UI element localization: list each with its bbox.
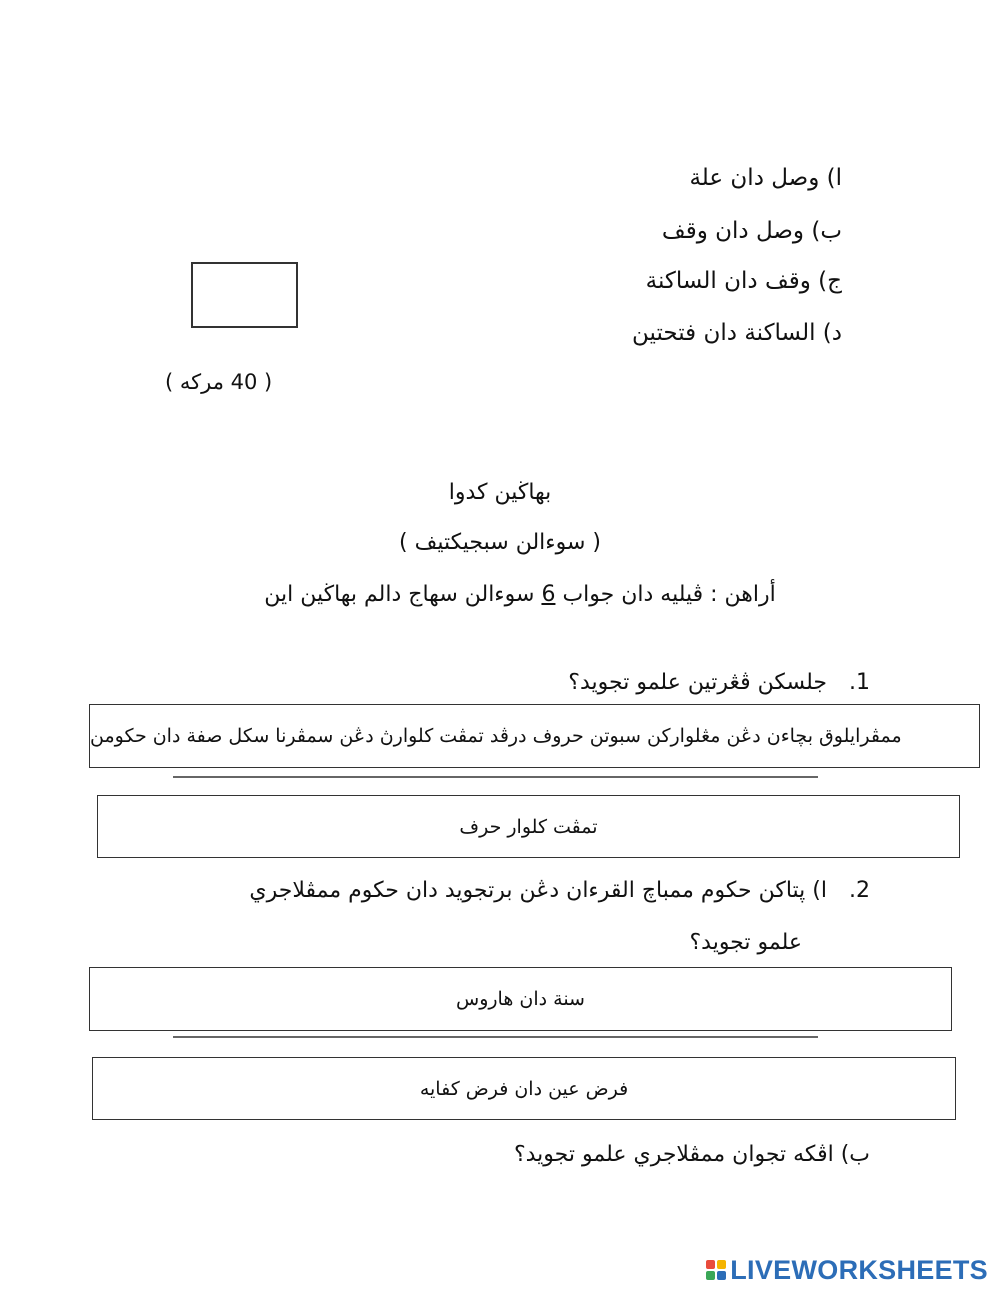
answer-box-4[interactable]: فرض عين دان فرض كفايه — [92, 1057, 956, 1120]
answer-box-2[interactable]: تمڤت کلوار حرف — [97, 795, 960, 858]
option-b — [662, 218, 842, 244]
instruction-text-end: سوءالن سهاج دالم بهاڬين اين — [264, 582, 542, 607]
liveworksheets-logo — [706, 1256, 988, 1284]
option-a-letter: ا) — [826, 165, 842, 191]
option-d — [632, 320, 842, 346]
option-c-letter: ج) — [818, 268, 842, 294]
section-subtitle: ( سوءالن سبجيكتيف ) — [399, 530, 601, 555]
question-2a — [249, 878, 870, 903]
question-1 — [568, 670, 870, 695]
question-2-number: 2. — [849, 878, 870, 903]
question-2a-continuation: علمو تجويد؟ — [689, 930, 802, 955]
answer-box-3[interactable]: سنة دان هاروس — [89, 967, 952, 1031]
section-instruction — [250, 582, 790, 607]
option-b-text: وصل دان وقف — [661, 218, 805, 244]
option-a-text: وصل دان علة — [689, 165, 820, 191]
marks-label: ( 40 مركه ) — [165, 370, 273, 394]
question-2b: ب) اڤكه تجوان ممڤلاجري علمو تجويد؟ — [513, 1142, 870, 1167]
option-b-letter: ب) — [811, 218, 842, 244]
option-d-letter: د) — [822, 320, 842, 346]
answer-box-multiple-choice[interactable] — [191, 262, 298, 328]
answer-box-1[interactable]: ممڤرايلوق بچاءن دڠن مڠلوارکن سبوتن حروف درڤد تمڤت کلوارڽ دڠن سمڤرنا سکل صفة دان حکومن — [89, 704, 980, 768]
logo-icon — [706, 1260, 726, 1280]
instruction-text-start: أراهن : ڤيليه دان جواب — [555, 582, 776, 607]
option-c — [646, 268, 842, 294]
instruction-number: 6 — [541, 582, 556, 607]
answer-line-2 — [173, 1036, 818, 1038]
answer-line-1 — [173, 776, 818, 778]
question-1-text: جلسكن ڤڠرتين علمو تجويد؟ — [568, 670, 827, 695]
question-2a-text: ا) ڽتاكن حكوم ممباچ القرءان دڠن برتجويد دان حكوم ممڤلاجري — [249, 878, 827, 903]
option-c-text: وقف دان الساكنة — [645, 268, 811, 294]
brand-name: LIVEWORKSHEETS — [730, 1254, 988, 1285]
question-1-number: 1. — [849, 670, 870, 695]
section-title: بهاڬين كدوا — [448, 480, 552, 505]
option-a — [689, 165, 842, 191]
option-d-text: الساكنة دان فتحتين — [632, 320, 816, 346]
